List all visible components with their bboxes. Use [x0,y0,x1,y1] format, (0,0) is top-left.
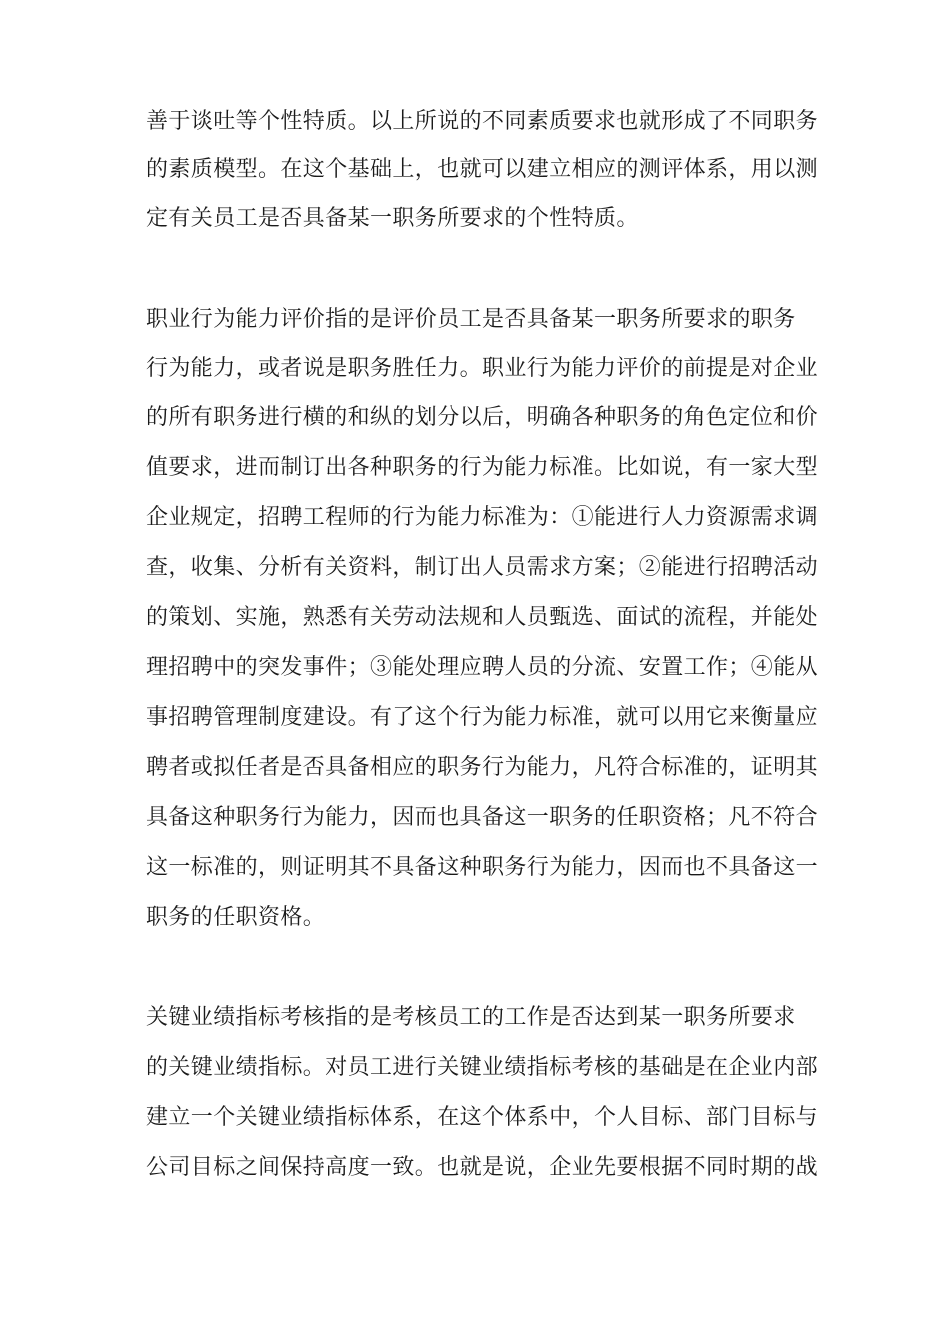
paragraph-1-line-2: 的素质模型。在这个基础上，也就可以建立相应的测评体系，用以测 [146,157,819,182]
paragraph-2-line-7: 的策划、实施，熟悉有关劳动法规和人员甄选、面试的流程，并能处 [146,605,819,630]
paragraph-2-line-2: 行为能力，或者说是职务胜任力。职业行为能力评价的前提是对企业 [146,356,819,381]
paragraph-3-line-1: 关键业绩指标考核指的是考核员工的工作是否达到某一职务所要求 [146,1005,796,1030]
paragraph-2-line-1: 职业行为能力评价指的是评价员工是否具备某一职务所要求的职务 [146,307,796,332]
paragraph-1-line-3: 定有关员工是否具备某一职务所要求的个性特质。 [146,206,639,231]
paragraph-2-line-4: 值要求，进而制订出各种职务的行为能力标准。比如说，有一家大型 [146,455,819,480]
paragraph-2-line-10: 聘者或拟任者是否具备相应的职务行为能力，凡符合标准的，证明其 [146,755,819,780]
paragraph-1-line-1: 善于谈吐等个性特质。以上所说的不同素质要求也就形成了不同职务 [146,109,819,134]
paragraph-3-line-4: 公司目标之间保持高度一致。也就是说，企业先要根据不同时期的战 [146,1155,819,1180]
paragraph-3-line-2: 的关键业绩指标。对员工进行关键业绩指标考核的基础是在企业内部 [146,1055,819,1080]
paragraph-2-line-11: 具备这种职务行为能力，因而也具备这一职务的任职资格；凡不符合 [146,805,819,830]
paragraph-2-line-9: 事招聘管理制度建设。有了这个行为能力标准，就可以用它来衡量应 [146,705,819,730]
paragraph-2-line-5: 企业规定，招聘工程师的行为能力标准为：①能进行人力资源需求调 [146,505,819,530]
paragraph-2-line-8: 理招聘中的突发事件；③能处理应聘人员的分流、安置工作；④能从 [146,655,819,680]
paragraph-2-line-3: 的所有职务进行横的和纵的划分以后，明确各种职务的角色定位和价 [146,405,819,430]
paragraph-2-line-6: 查，收集、分析有关资料，制订出人员需求方案；②能进行招聘活动 [146,555,819,580]
paragraph-2-line-12: 这一标准的，则证明其不具备这种职务行为能力，因而也不具备这一 [146,855,819,880]
paragraph-2-line-13: 职务的任职资格。 [146,905,326,930]
paragraph-3-line-3: 建立一个关键业绩指标体系，在这个体系中，个人目标、部门目标与 [146,1105,819,1130]
